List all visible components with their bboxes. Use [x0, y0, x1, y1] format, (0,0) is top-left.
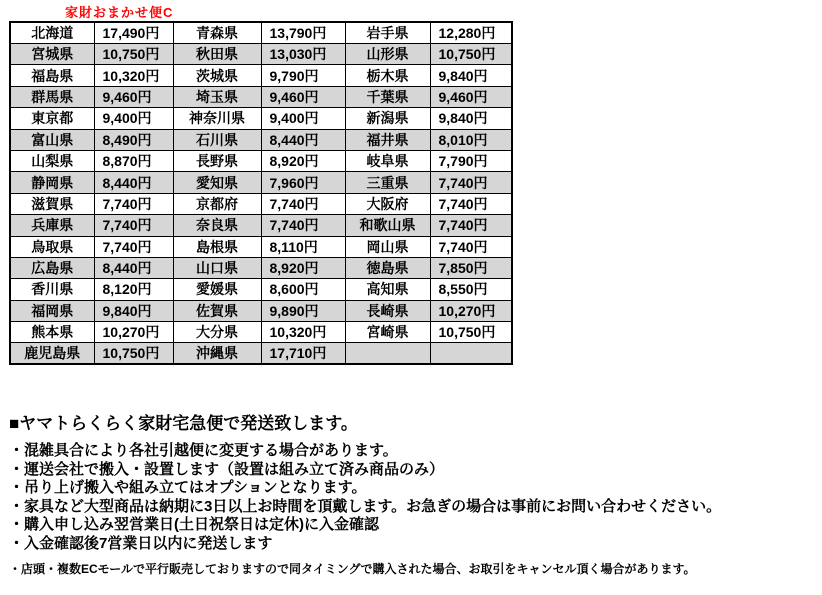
prefecture-cell: 兵庫県	[10, 215, 94, 236]
prefecture-cell: 千葉県	[345, 86, 430, 107]
table-row	[10, 343, 512, 365]
price-cell: 12,280円	[430, 22, 512, 44]
prefecture-cell: 岩手県	[345, 22, 430, 44]
price-cell: 17,490円	[94, 22, 173, 44]
prefecture-cell: 滋賀県	[10, 193, 94, 214]
price-cell: 9,890円	[261, 300, 345, 321]
price-cell: 10,750円	[430, 322, 512, 343]
table-row	[10, 129, 512, 150]
price-cell: 8,440円	[261, 129, 345, 150]
note-bullet: ・入金確認後7営業日以内に発送します	[9, 534, 273, 552]
price-cell: 9,460円	[430, 86, 512, 107]
shipping-table-title: 家財おまかせ便C	[65, 5, 174, 20]
prefecture-cell: 山梨県	[10, 150, 94, 171]
price-cell: 8,120円	[94, 279, 173, 300]
price-cell: 7,740円	[94, 215, 173, 236]
notes-footnote: ・店頭・複数ECモールで平行販売しておりますので同タイミングで購入された場合、お取引をキャンセル頂く場合があります。	[9, 562, 696, 576]
price-cell: 8,440円	[94, 257, 173, 278]
table-row	[10, 65, 512, 86]
price-cell: 7,850円	[430, 257, 512, 278]
prefecture-cell: 埼玉県	[173, 86, 261, 107]
prefecture-cell: 栃木県	[345, 65, 430, 86]
price-cell: 8,870円	[94, 150, 173, 171]
price-cell: 10,270円	[430, 300, 512, 321]
prefecture-cell: 沖縄県	[173, 343, 261, 365]
price-cell: 13,790円	[261, 22, 345, 44]
table-row	[10, 150, 512, 171]
prefecture-cell: 大阪府	[345, 193, 430, 214]
table-row	[10, 44, 512, 65]
price-cell: 8,440円	[94, 172, 173, 193]
prefecture-cell: 愛媛県	[173, 279, 261, 300]
price-cell: 9,460円	[261, 86, 345, 107]
table-row	[10, 215, 512, 236]
table-row	[10, 322, 512, 343]
price-cell: 9,400円	[94, 108, 173, 129]
price-cell: 8,920円	[261, 150, 345, 171]
prefecture-cell: 山形県	[345, 44, 430, 65]
fee-table-body	[10, 22, 512, 364]
prefecture-cell: 群馬県	[10, 86, 94, 107]
prefecture-cell: 北海道	[10, 22, 94, 44]
prefecture-cell: 鹿児島県	[10, 343, 94, 365]
prefecture-cell: 東京都	[10, 108, 94, 129]
prefecture-cell: 大分県	[173, 322, 261, 343]
price-cell: 7,740円	[94, 193, 173, 214]
price-cell: 10,320円	[94, 65, 173, 86]
prefecture-cell: 長崎県	[345, 300, 430, 321]
table-row	[10, 86, 512, 107]
price-cell: 7,740円	[430, 172, 512, 193]
shipping-notes	[9, 414, 815, 576]
note-bullet: ・運送会社で搬入・設置します（設置は組み立て済み商品のみ）	[9, 460, 445, 478]
prefecture-cell: 宮崎県	[345, 322, 430, 343]
prefecture-cell: 徳島県	[345, 257, 430, 278]
prefecture-cell: 宮城県	[10, 44, 94, 65]
price-cell: 10,750円	[430, 44, 512, 65]
price-cell: 9,460円	[94, 86, 173, 107]
table-row	[10, 257, 512, 278]
price-cell: 7,740円	[94, 236, 173, 257]
price-cell: 8,920円	[261, 257, 345, 278]
prefecture-cell: 山口県	[173, 257, 261, 278]
notes-bullet-list	[9, 442, 815, 553]
notes-heading: ■ヤマトらくらく家財宅急便で発送致します。	[9, 414, 358, 433]
price-cell: 9,840円	[430, 65, 512, 86]
note-bullet: ・混雑具合により各社引越便に変更する場合があります。	[9, 442, 398, 459]
prefecture-cell: 静岡県	[10, 172, 94, 193]
prefecture-cell: 熊本県	[10, 322, 94, 343]
price-cell: 9,840円	[430, 108, 512, 129]
prefecture-cell: 青森県	[173, 22, 261, 44]
prefecture-cell: 富山県	[10, 129, 94, 150]
price-cell: 8,600円	[261, 279, 345, 300]
price-cell: 7,740円	[261, 215, 345, 236]
price-cell: 9,400円	[261, 108, 345, 129]
prefecture-cell	[345, 343, 430, 365]
price-cell: 17,710円	[261, 343, 345, 365]
prefecture-cell: 福岡県	[10, 300, 94, 321]
prefecture-cell: 奈良県	[173, 215, 261, 236]
prefecture-cell: 秋田県	[173, 44, 261, 65]
prefecture-cell: 島根県	[173, 236, 261, 257]
price-cell: 7,790円	[430, 150, 512, 171]
prefecture-cell: 岡山県	[345, 236, 430, 257]
price-cell: 9,840円	[94, 300, 173, 321]
prefecture-cell: 石川県	[173, 129, 261, 150]
prefecture-cell: 福島県	[10, 65, 94, 86]
note-bullet: ・家具など大型商品は納期に3日以上お時間を頂戴します。お急ぎの場合は事前にお問い合わせください。	[9, 497, 722, 515]
price-cell: 7,740円	[430, 236, 512, 257]
prefecture-cell: 神奈川県	[173, 108, 261, 129]
prefecture-cell: 岐阜県	[345, 150, 430, 171]
prefecture-cell: 愛知県	[173, 172, 261, 193]
table-row	[10, 300, 512, 321]
note-bullet: ・購入申し込み翌営業日(土日祝祭日は定休)に入金確認	[9, 516, 379, 533]
price-cell: 10,270円	[94, 322, 173, 343]
price-cell: 8,010円	[430, 129, 512, 150]
price-cell: 8,490円	[94, 129, 173, 150]
price-cell: 7,740円	[430, 193, 512, 214]
prefecture-cell: 鳥取県	[10, 236, 94, 257]
prefecture-cell: 茨城県	[173, 65, 261, 86]
table-row	[10, 193, 512, 214]
prefecture-cell: 新潟県	[345, 108, 430, 129]
prefecture-cell: 広島県	[10, 257, 94, 278]
prefecture-cell: 和歌山県	[345, 215, 430, 236]
table-row	[10, 236, 512, 257]
price-cell: 8,550円	[430, 279, 512, 300]
price-cell: 10,320円	[261, 322, 345, 343]
table-row	[10, 108, 512, 129]
table-row	[10, 172, 512, 193]
table-row	[10, 22, 512, 44]
price-cell: 13,030円	[261, 44, 345, 65]
price-cell: 10,750円	[94, 44, 173, 65]
price-cell: 7,740円	[430, 215, 512, 236]
prefecture-cell: 長野県	[173, 150, 261, 171]
prefecture-cell: 福井県	[345, 129, 430, 150]
prefecture-cell: 香川県	[10, 279, 94, 300]
prefecture-cell: 京都府	[173, 193, 261, 214]
price-cell: 10,750円	[94, 343, 173, 365]
price-cell: 7,740円	[261, 193, 345, 214]
price-cell	[430, 343, 512, 365]
price-cell: 9,790円	[261, 65, 345, 86]
prefecture-cell: 佐賀県	[173, 300, 261, 321]
shipping-fee-table	[9, 21, 513, 365]
price-cell: 7,960円	[261, 172, 345, 193]
prefecture-cell: 三重県	[345, 172, 430, 193]
prefecture-cell: 高知県	[345, 279, 430, 300]
note-bullet: ・吊り上げ搬入や組み立てはオプションとなります。	[9, 479, 367, 496]
price-cell: 8,110円	[261, 236, 345, 257]
table-row	[10, 279, 512, 300]
